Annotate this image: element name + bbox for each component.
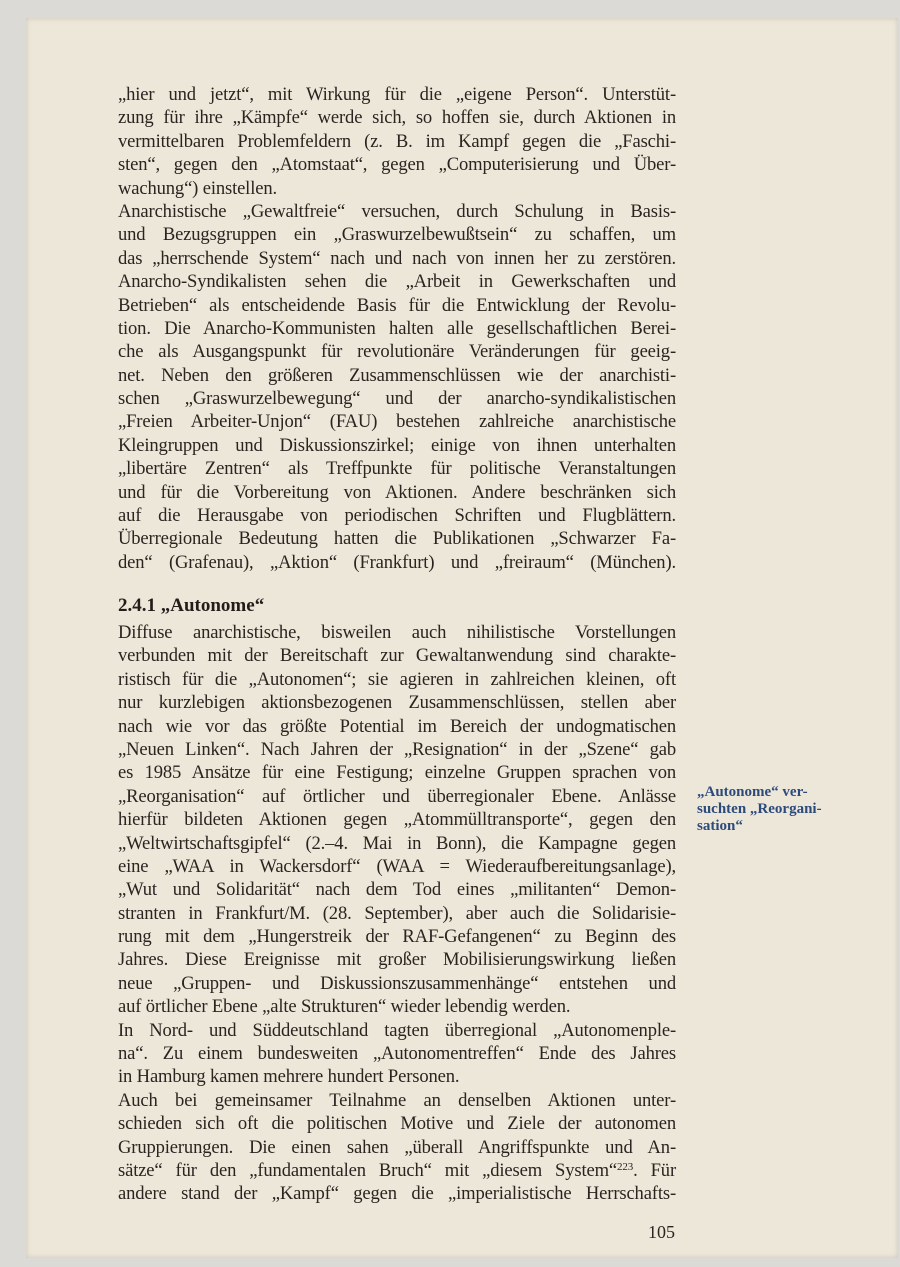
text-line: und für die Vorbereitung von Aktionen. Andere beschränken sich xyxy=(118,481,676,503)
text-line: Kleingruppen und Diskussionszirkel; einige von ihnen unterhalten xyxy=(118,434,676,456)
margin-note-line: „Autonome“ ver- xyxy=(697,784,808,800)
text-segment: . Für xyxy=(633,1159,676,1181)
margin-note-line: sation“ xyxy=(697,818,743,834)
text-line: che als Ausgangspunkt für revolutionäre Veränderungen für geeig- xyxy=(118,341,676,363)
text-line: auf die Herausgabe von periodischen Schriften und Flugblättern. xyxy=(118,505,676,527)
text-line: na“. Zu einem bundesweiten „Autonomentreffen“ Ende des Jahres xyxy=(118,1043,676,1065)
body-text-intro xyxy=(118,83,676,574)
text-line: Anarcho-Syndikalisten sehen die „Arbeit in Gewerkschaften und xyxy=(118,271,676,293)
text-line: „libertäre Zentren“ als Treffpunkte für politische Veranstaltungen xyxy=(118,458,676,480)
text-line: Überregionale Bedeutung hatten die Publikationen „Schwarzer Fa- xyxy=(118,528,676,550)
text-line: stranten in Frankfurt/M. (28. September), aber auch die Solidarisie- xyxy=(118,902,676,924)
text-line: ristisch für die „Autonomen“; sie agieren in zahlreichen kleinen, oft xyxy=(118,668,676,690)
text-line: neue „Gruppen- und Diskussionszusammenhänge“ entstehen und xyxy=(118,972,676,994)
text-line: „Neuen Linken“. Nach Jahren der „Resignation“ in der „Szene“ gab xyxy=(118,738,676,760)
text-line: „Wut und Solidarität“ nach dem Tod eines „militanten“ Demon- xyxy=(118,879,676,901)
text-line: eine „WAA in Wackersdorf“ (WAA = Wiederaufbereitungsanlage), xyxy=(118,855,676,877)
text-line: wachung“) einstellen. xyxy=(118,177,277,199)
text-line: Gruppierungen. Die einen sahen „überall Angriffspunkte und An- xyxy=(118,1136,676,1158)
text-line: tion. Die Anarcho-Kommunisten halten alle gesellschaftlichen Berei- xyxy=(118,317,676,339)
text-line: nach wie vor das größte Potential im Bereich der undogmatischen xyxy=(118,715,676,737)
text-line: vermittelbaren Problemfeldern (z. B. im Kampf gegen die „Faschi- xyxy=(118,130,676,152)
text-line: „Reorganisation“ auf örtlicher und überregionaler Ebene. Anlässe xyxy=(118,785,676,807)
text-line: schen „Graswurzelbewegung“ und der anarcho-syndikalistischen xyxy=(118,388,676,410)
text-line: andere stand der „Kampf“ gegen die „imperialistische Herrschafts- xyxy=(118,1183,676,1205)
text-line: In Nord- und Süddeutschland tagten überregional „Autonomenple- xyxy=(118,1019,676,1041)
text-line: und Bezugsgruppen ein „Graswurzelbewußtsein“ zu schaffen, um xyxy=(118,224,676,246)
text-line: verbunden mit der Bereitschaft zur Gewaltanwendung sind charakte- xyxy=(118,645,676,667)
text-line: auf örtlicher Ebene „alte Strukturen“ wieder lebendig werden. xyxy=(118,996,571,1018)
text-line xyxy=(118,1159,676,1182)
text-line: schieden sich oft die politischen Motive und Ziele der autonomen xyxy=(118,1113,676,1135)
text-line: nur kurzlebigen aktionsbezogenen Zusammenschlüssen, stellen aber xyxy=(118,692,676,714)
text-line: „Weltwirtschaftsgipfel“ (2.–4. Mai in Bonn), die Kampagne gegen xyxy=(118,832,676,854)
text-line: Diffuse anarchistische, bisweilen auch nihilistische Vorstellungen xyxy=(118,622,676,643)
text-line: Auch bei gemeinsamer Teilnahme an denselben Aktionen unter- xyxy=(118,1089,676,1111)
text-line: zung für ihre „Kämpfe“ werde sich, so hoffen sie, durch Aktionen in xyxy=(118,107,676,129)
page-number: 105 xyxy=(648,1222,675,1242)
text-line: rung mit dem „Hungerstreik der RAF-Gefangenen“ zu Beginn des xyxy=(118,926,676,948)
margin-note-line: suchten „Reorgani- xyxy=(697,801,822,817)
text-line: das „herrschende System“ nach und nach von innen her zu zerstören. xyxy=(118,247,676,269)
text-line: net. Neben den größeren Zusammenschlüssen wie der anarchisti- xyxy=(118,364,676,386)
text-line: hierfür bildeten Aktionen gegen „Atommülltransporte“, gegen den xyxy=(118,809,676,831)
text-line: in Hamburg kamen mehrere hundert Personen. xyxy=(118,1066,460,1088)
text-line: den“ (Grafenau), „Aktion“ (Frankfurt) und „freiraum“ (München). xyxy=(118,551,676,573)
text-segment: sätze“ für den „fundamentalen Bruch“ mit „diesem System“ xyxy=(118,1159,618,1181)
text-line: Betrieben“ als entscheidende Basis für die Entwicklung der Revolu- xyxy=(118,294,676,316)
margin-note xyxy=(697,784,857,835)
section-heading: 2.4.1 „Autonome“ xyxy=(118,595,265,616)
text-line: Anarchistische „Gewaltfreie“ versuchen, durch Schulung in Basis- xyxy=(118,200,676,222)
text-line: „Freien Arbeiter-Unjon“ (FAU) bestehen zahlreiche anarchistische xyxy=(118,411,676,433)
text-line: Jahres. Diese Ereignisse mit großer Mobilisierungswirkung ließen xyxy=(118,949,676,971)
text-line: sten“, gegen den „Atomstaat“, gegen „Computerisierung und Über- xyxy=(118,154,676,176)
text-line: es 1985 Ansätze für eine Festigung; einzelne Gruppen sprachen von xyxy=(118,762,676,784)
text-line: „hier und jetzt“, mit Wirkung für die „eigene Person“. Unterstüt- xyxy=(118,84,676,105)
footnote-reference[interactable]: 223 xyxy=(617,1160,634,1173)
body-text-autonome xyxy=(118,621,676,1206)
